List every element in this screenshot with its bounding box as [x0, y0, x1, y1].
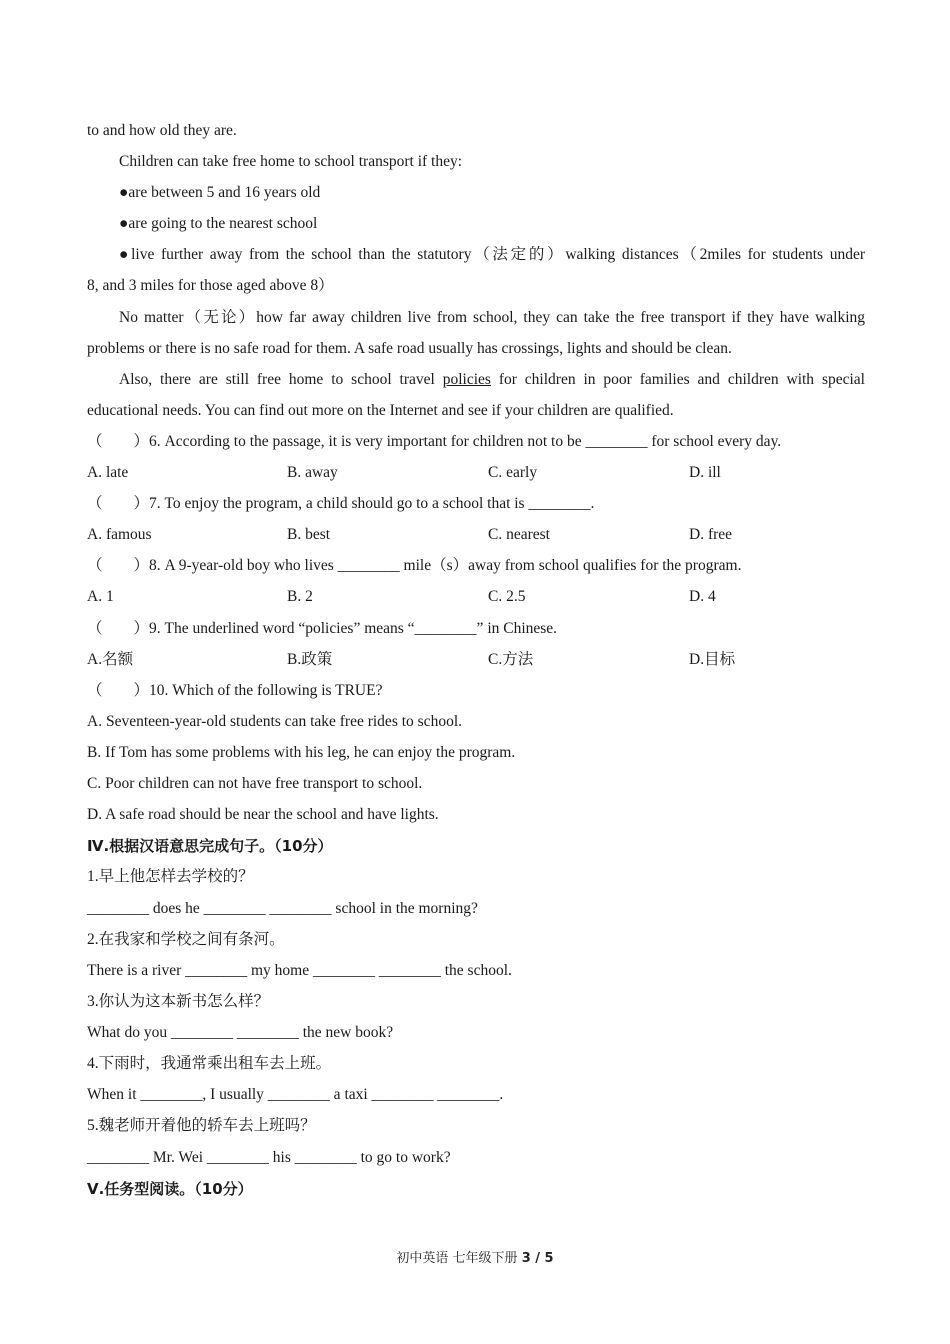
passage-text: educational needs. You can find out more on the Internet and see if your children are qualified. — [87, 402, 674, 419]
underlined-word: policies — [442, 371, 491, 388]
page-number: 3 / 5 — [521, 1251, 554, 1266]
passage-text: No matter（无论）how far away children live from school, they can take the free transport if they have walking — [119, 309, 865, 326]
section-title: Ⅴ.任务型阅读。（10分） — [87, 1180, 253, 1198]
option: D.目标 — [689, 651, 736, 668]
option: B.政策 — [287, 651, 333, 668]
option: D. ill — [689, 464, 721, 481]
footer-label: 初中英语 七年级下册 — [396, 1251, 522, 1266]
option: B. 2 — [287, 588, 313, 605]
option: D. A safe road should be near the school and have lights. — [87, 806, 439, 823]
option: A. famous — [87, 526, 152, 543]
chinese-prompt: 4.下雨时，我通常乘出租车去上班。 — [87, 1055, 332, 1072]
option: C. nearest — [488, 526, 550, 543]
english-blank-sentence: What do you ________ ________ the new book? — [87, 1024, 394, 1041]
option: B. best — [287, 526, 331, 543]
question-stem: （ ）6. According to the passage, it is very important for children not to be ________ for school every day. — [87, 433, 782, 450]
passage-text: problems or there is no safe road for them. A safe road usually has crossings, lights and should be clean. — [87, 340, 732, 357]
option: C. Poor children can not have free transport to school. — [87, 775, 423, 792]
bullet-item: ●are between 5 and 16 years old — [119, 184, 321, 201]
passage-text — [119, 370, 865, 390]
page-footer — [0, 1247, 950, 1266]
english-blank-sentence: ________ does he ________ ________ school in the morning? — [87, 900, 478, 917]
option: D. free — [689, 526, 733, 543]
passage-text: for children in poor families and children with special — [490, 371, 865, 388]
bullet-item: ●live further away from the school than the statutory（法定的）walking distances（2miles for students under — [119, 246, 865, 263]
bullet-item: ●are going to the nearest school — [119, 215, 318, 232]
option: B. If Tom has some problems with his leg, he can enjoy the program. — [87, 744, 516, 761]
section-title: Ⅳ.根据汉语意思完成句子。（10分） — [87, 837, 333, 855]
option: B. away — [287, 464, 338, 481]
chinese-prompt: 5.魏老师开着他的轿车去上班吗？ — [87, 1117, 316, 1134]
option: C. early — [488, 464, 538, 481]
option: A. Seventeen-year-old students can take free rides to school. — [87, 713, 462, 730]
option: C.方法 — [488, 651, 534, 668]
option: A.名额 — [87, 651, 134, 668]
bullet-item: 8, and 3 miles for those aged above 8） — [87, 277, 334, 294]
question-stem: （ ）10. Which of the following is TRUE? — [87, 682, 383, 699]
option: D. 4 — [689, 588, 716, 605]
option: C. 2.5 — [488, 588, 526, 605]
chinese-prompt: 3.你认为这本新书怎么样？ — [87, 993, 270, 1010]
passage-text: to and how old they are. — [87, 122, 237, 139]
question-stem: （ ）7. To enjoy the program, a child should go to a school that is ________. — [87, 495, 595, 512]
option: A. 1 — [87, 588, 114, 605]
english-blank-sentence: ________ Mr. Wei ________ his ________ to go to work? — [87, 1149, 451, 1166]
chinese-prompt: 2.在我家和学校之间有条河。 — [87, 931, 285, 948]
question-stem: （ ）8. A 9-year-old boy who lives ________ mile（s）away from school qualifies for the program. — [87, 557, 742, 574]
passage-text: Also, there are still free home to school travel — [119, 371, 443, 388]
passage-text: Children can take free home to school transport if they: — [119, 153, 463, 170]
english-blank-sentence: When it ________, I usually ________ a taxi ________ ________. — [87, 1086, 504, 1103]
english-blank-sentence: There is a river ________ my home ________ ________ the school. — [87, 962, 512, 979]
option: A. late — [87, 464, 129, 481]
question-stem: （ ）9. The underlined word “policies” means “________” in Chinese. — [87, 620, 558, 637]
chinese-prompt: 1.早上他怎样去学校的？ — [87, 868, 254, 885]
